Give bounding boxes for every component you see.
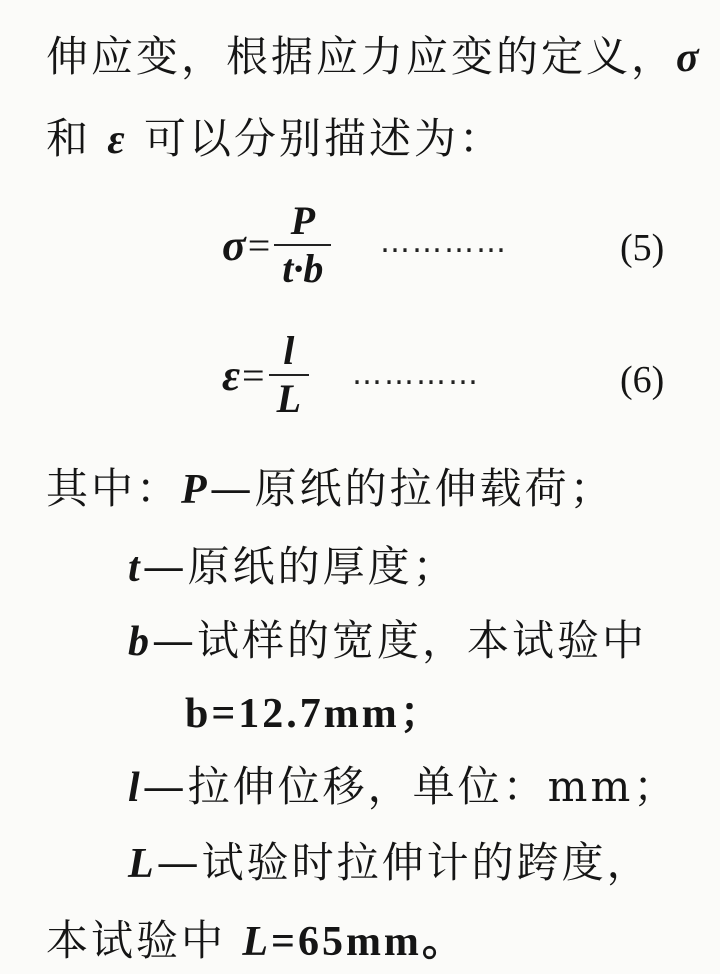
definition-L [128,838,652,887]
definition-P-text: —原纸的拉伸载荷； [209,464,615,513]
equation-6-equals: = [242,352,265,398]
equation-5-leader-dots: ………… [380,225,508,260]
intro-line-1 [46,32,702,81]
intro-line-2-pre: 和 [46,114,108,163]
equation-5-numerator: P [290,198,316,243]
equation-6-lhs: ε [222,350,241,400]
definition-L-symbol: L [128,841,157,887]
epsilon-symbol: ε [107,117,128,163]
closing-line [46,916,467,965]
equation-5-fraction [274,200,331,290]
definition-P [46,464,615,513]
equation-5-denominator: t·b [282,246,324,291]
equation-5-equals: = [247,222,271,268]
equation-6-numerator: l [283,328,295,373]
definition-t [128,542,458,591]
intro-line-1-text: 伸应变，根据应力应变的定义， [46,32,677,81]
closing-pre: 本试验中 [46,916,243,965]
definition-l-text: —拉伸位移，单位：mm； [142,762,679,811]
equation-6 [222,320,309,430]
equation-5-lhs: σ [222,220,246,270]
equation-5-number: (5) [620,227,665,269]
equation-5 [222,190,331,300]
sigma-symbol: σ [676,35,702,81]
equation-6-number: (6) [620,359,665,401]
definition-L-text: —试验时拉伸计的跨度， [156,838,652,887]
intro-line-2-post: 可以分别描述为： [127,114,504,163]
definition-b [128,616,648,665]
intro-line-2 [46,114,504,163]
definition-l [128,762,679,811]
definition-b-text: —试样的宽度，本试验中 [152,616,648,665]
closing-post: =65mm。 [271,919,467,965]
definition-t-symbol: t [128,545,143,591]
definition-b-symbol: b [128,619,152,665]
definition-b-value [185,692,445,735]
definitions-lead-in: 其中： [46,464,182,513]
definition-l-symbol: l [128,765,143,811]
closing-L-symbol: L [242,919,272,965]
equation-6-fraction [269,330,309,420]
definition-P-symbol: P [181,467,210,513]
definition-t-text: —原纸的厚度； [142,542,458,591]
equation-6-denominator: L [276,376,302,421]
definition-b-continuation: b=12.7mm； [185,691,445,737]
equation-6-leader-dots: ………… [352,357,480,392]
